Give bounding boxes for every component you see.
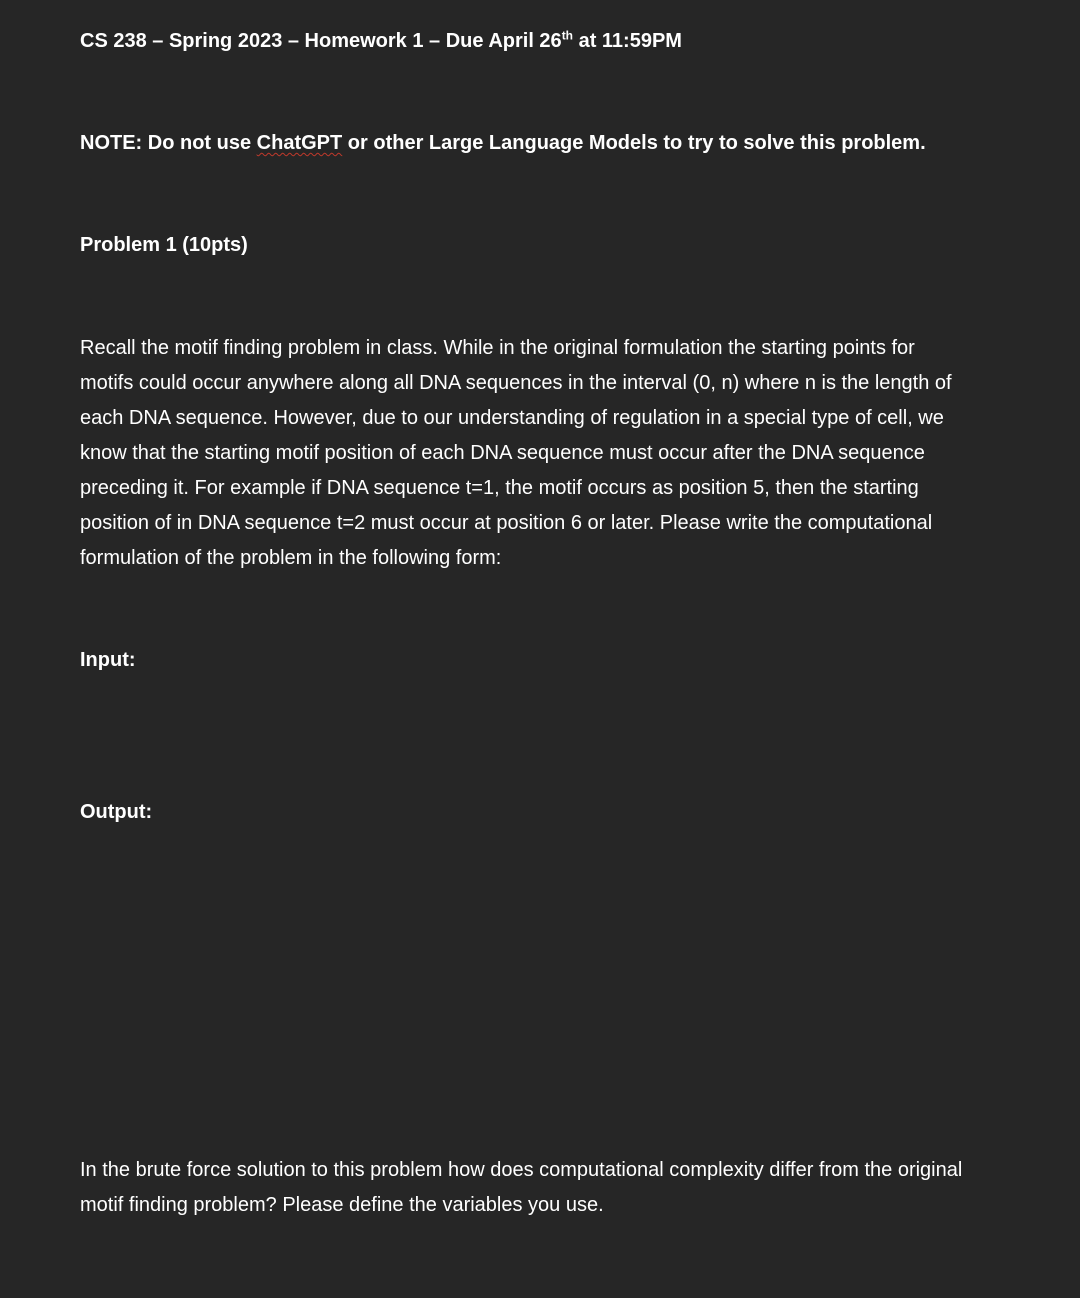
paragraph-line: motifs could occur anywhere along all DNA sequences in the interval (0, n) where n is the length of	[80, 372, 952, 394]
paragraph-line: each DNA sequence. However, due to our understanding of regulation in a special type of cell, we	[80, 407, 944, 429]
title-superscript: th	[561, 28, 574, 43]
paragraph-line: motif finding problem? Please define the variables you use.	[80, 1194, 604, 1216]
output-label: Output:	[80, 801, 153, 823]
note-line	[80, 132, 926, 155]
title-main: CS 238 – Spring 2023 – Homework 1 – Due April 26	[80, 30, 562, 52]
title-tail: at 11:59PM	[573, 30, 682, 52]
problem-heading: Problem 1 (10pts)	[80, 234, 248, 256]
paragraph-line: In the brute force solution to this problem how does computational complexity differ from the original	[80, 1159, 963, 1181]
note-prefix: NOTE: Do not use	[80, 132, 257, 154]
paragraph-line: position of in DNA sequence t=2 must occur at position 6 or later. Please write the computational	[80, 512, 933, 534]
paragraph-line: formulation of the problem in the following form:	[80, 547, 502, 569]
input-label: Input:	[80, 649, 136, 671]
note-suffix: or other Large Language Models to try to solve this problem.	[342, 132, 926, 154]
paragraph-line: know that the starting motif position of each DNA sequence must occur after the DNA sequence	[80, 442, 925, 464]
paragraph-line: Recall the motif finding problem in class. While in the original formulation the starting points for	[80, 337, 915, 359]
spellcheck-word[interactable]: ChatGPT	[256, 132, 343, 154]
paragraph-line: preceding it. For example if DNA sequence t=1, the motif occurs as position 5, then the starting	[80, 477, 919, 499]
homework-title	[80, 30, 682, 53]
complexity-question	[80, 1153, 1010, 1223]
problem-description	[80, 331, 1010, 576]
